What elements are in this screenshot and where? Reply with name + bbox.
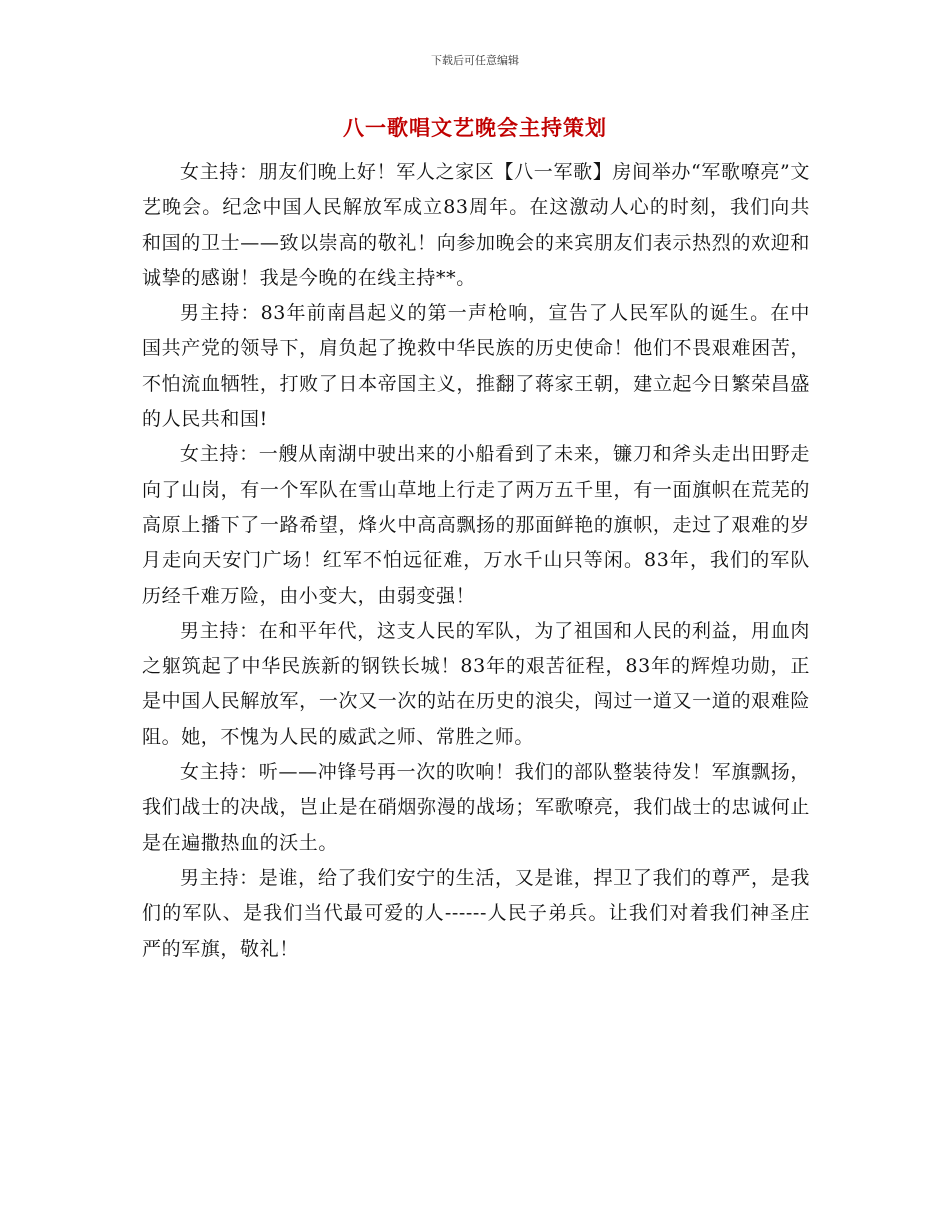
document-body [142,155,810,967]
paragraph-3: 女主持：一艘从南湖中驶出来的小船看到了未来，镰刀和斧头走出田野走向了山岗，有一个军队在雪山草地上行走了两万五千里，有一面旗帜在荒芜的高原上播下了一路希望，烽火中高高飘扬的那面鲜艳的旗帜，走过了艰难的岁月走向天安门广场！红军不怕远征难，万水千山只等闲。83年，我们的军队历经千难万险，由小变大，由弱变强！ [142,443,810,607]
paragraph-1: 女主持：朋友们晚上好！军人之家区【八一军歌】房间举办“军歌嘹亮”文艺晚会。纪念中国人民解放军成立83周年。在这激动人心的时刻，我们向共和国的卫士——致以崇高的敬礼！向参加晚会的来宾朋友们表示热烈的欢迎和诚挚的感谢！我是今晚的在线主持**。 [142,161,810,289]
document-title: 八一歌唱文艺晚会主持策划 [343,116,607,140]
paragraph-5: 女主持：听——冲锋号再一次的吹响！我们的部队整装待发！军旗飘扬，我们战士的决战，岂止是在硝烟弥漫的战场；军歌嘹亮，我们战士的忠诚何止是在遍撒热血的沃土。 [142,761,810,854]
paragraph-2: 男主持：83年前南昌起义的第一声枪响，宣告了人民军队的诞生。在中国共产党的领导下，肩负起了挽救中华民族的历史使命！他们不畏艰难困苦，不怕流血牺牲，打败了日本帝国主义，推翻了蒋家王朝，建立起今日繁荣昌盛的人民共和国! [142,302,810,431]
header-note: 下载后可任意编辑 [431,54,519,67]
paragraph-6: 男主持：是谁，给了我们安宁的生活，又是谁，捍卫了我们的尊严，是我们的军队、是我们当代最可爱的人------人民子弟兵。让我们对着我们神圣庄严的军旗，敬礼！ [142,866,810,960]
paragraph-4: 男主持：在和平年代，这支人民的军队，为了祖国和人民的利益，用血肉之躯筑起了中华民族新的钢铁长城！83年的艰苦征程，83年的辉煌功勋，正是中国人民解放军，一次又一次的站在历史的浪尖，闯过一道又一道的艰难险阻。她，不愧为人民的威武之师、常胜之师。 [142,619,810,748]
